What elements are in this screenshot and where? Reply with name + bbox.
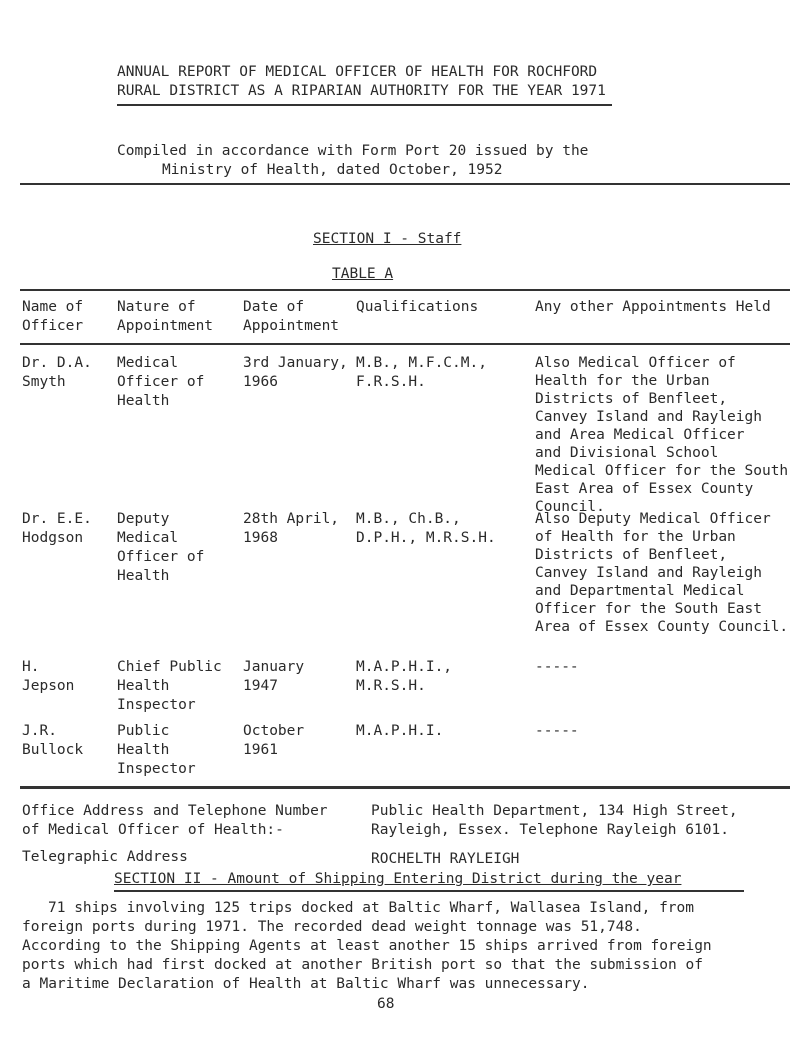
table-header-rule	[20, 343, 790, 345]
section-2-heading: SECTION II - Amount of Shipping Entering District during the year	[114, 871, 682, 887]
table-row-2-date: 28th April, 1968	[243, 511, 340, 546]
table-row-4-date: October 1961	[243, 723, 305, 758]
table-row-3-date: January 1947	[243, 659, 305, 694]
section-1-heading: SECTION I - Staff	[313, 231, 462, 247]
table-row-3-nature: Chief Public Health Inspector	[117, 659, 222, 713]
table-a-label: TABLE A	[332, 266, 394, 282]
table-row-4-other: -----	[535, 723, 579, 739]
table-row-2-qualifications: M.B., Ch.B., D.P.H., M.R.S.H.	[356, 511, 496, 546]
report-title-line-1: ANNUAL REPORT OF MEDICAL OFFICER OF HEALTH FOR ROCHFORD	[117, 64, 598, 80]
office-address-value-2: Rayleigh, Essex. Telephone Rayleigh 6101.	[371, 822, 729, 838]
compiled-line-1: Compiled in accordance with Form Port 20 issued by the	[117, 143, 589, 159]
compiled-line-2: Ministry of Health, dated October, 1952	[162, 162, 503, 178]
table-row-3-qualifications: M.A.P.H.I., M.R.S.H.	[356, 659, 453, 694]
office-address-value-1: Public Health Department, 134 High Street,	[371, 803, 738, 819]
table-row-2-name: Dr. E.E. Hodgson	[22, 511, 92, 546]
office-address-label-2: of Medical Officer of Health:-	[22, 822, 284, 838]
section-2-body-line-3: According to the Shipping Agents at least another 15 ships arrived from foreign	[22, 938, 712, 954]
table-bottom-rule	[20, 786, 790, 789]
table-row-2-nature: Deputy Medical Officer of Health	[117, 511, 205, 584]
table-row-4-name: J.R. Bullock	[22, 723, 84, 758]
report-title-line-2: RURAL DISTRICT AS A RIPARIAN AUTHORITY FOR THE YEAR 1971	[117, 83, 606, 99]
table-row-2-other: Also Deputy Medical Officer of Health for the Urban Districts of Benfleet, Canvey Island and Rayleigh and Departmental Medical Officer for the South East Area of Essex County Council.	[535, 511, 789, 635]
telegraphic-address-label: Telegraphic Address	[22, 849, 188, 865]
section-2-body-line-5: a Maritime Declaration of Health at Baltic Wharf was unnecessary.	[22, 976, 590, 992]
header-date: Date of Appointment	[243, 299, 340, 334]
section-2-body-line-4: ports which had first docked at another British port so that the submission of	[22, 957, 703, 973]
table-row-1-name: Dr. D.A. Smyth	[22, 355, 92, 390]
page-number: 68	[377, 996, 395, 1012]
table-row-3-name: H. Jepson	[22, 659, 75, 694]
header-nature: Nature of Appointment	[117, 299, 214, 334]
table-top-rule	[20, 289, 790, 291]
header-qualifications: Qualifications	[356, 299, 479, 315]
title-underline	[117, 104, 612, 106]
table-row-1-qualifications: M.B., M.F.C.M., F.R.S.H.	[356, 355, 487, 390]
table-row-4-nature: Public Health Inspector	[117, 723, 196, 777]
table-row-3-other: -----	[535, 659, 579, 675]
section-2-rule	[114, 890, 744, 892]
table-row-4-qualifications: M.A.P.H.I.	[356, 723, 444, 739]
compiled-rule	[20, 183, 790, 185]
table-row-1-other: Also Medical Officer of Health for the Urban Districts of Benfleet, Canvey Island and Rayleigh and Area Medical Officer and Divisional School Medical Officer for the South East Area of Essex County Council.	[535, 355, 789, 515]
section-2-body-line-1: 71 ships involving 125 trips docked at Baltic Wharf, Wallasea Island, from	[48, 900, 695, 916]
table-row-1-nature: Medical Officer of Health	[117, 355, 205, 409]
office-address-label-1: Office Address and Telephone Number	[22, 803, 328, 819]
section-2-body-line-2: foreign ports during 1971. The recorded dead weight tonnage was 51,748.	[22, 919, 642, 935]
header-other-appointments: Any other Appointments Held	[535, 299, 771, 315]
header-name: Name of Officer	[22, 299, 84, 334]
telegraphic-address-value: ROCHELTH RAYLEIGH	[371, 851, 520, 867]
table-row-1-date: 3rd January, 1966	[243, 355, 348, 390]
